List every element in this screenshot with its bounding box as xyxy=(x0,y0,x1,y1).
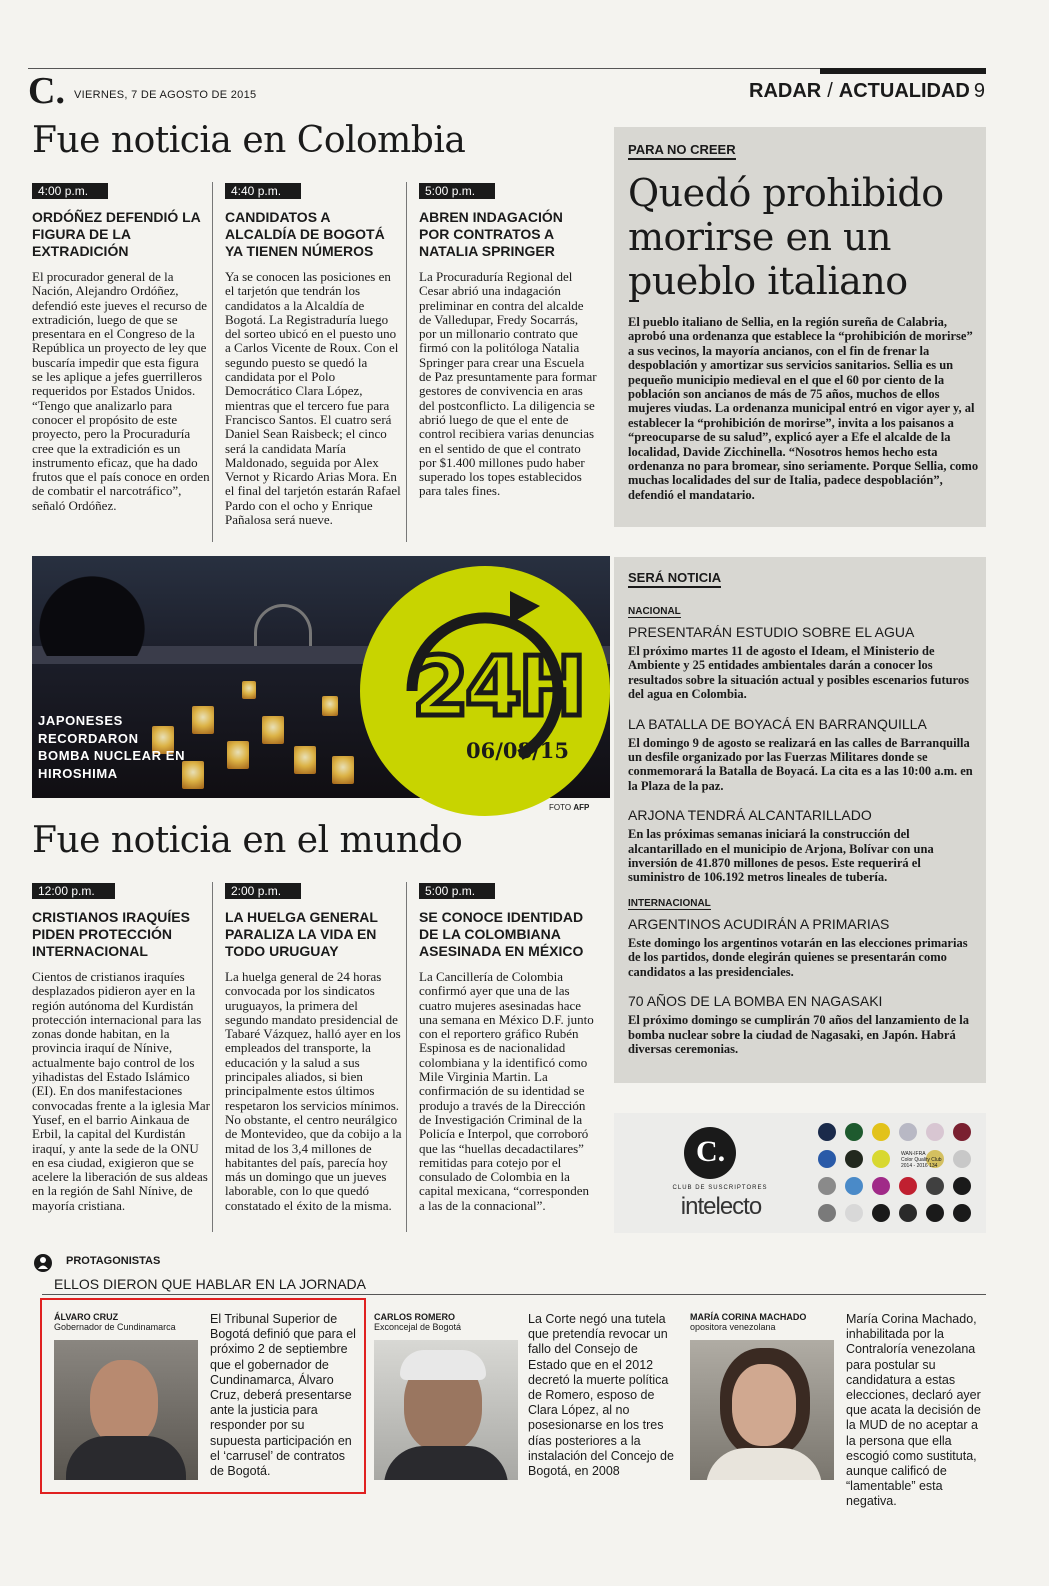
suit xyxy=(384,1446,508,1480)
mundo-story-3 xyxy=(419,882,597,1213)
time-tag: 2:00 p.m. xyxy=(225,883,301,899)
highlight-box xyxy=(40,1298,366,1494)
color-swatch xyxy=(845,1150,863,1168)
color-swatch xyxy=(926,1123,944,1141)
time-tag: 12:00 p.m. xyxy=(32,883,115,899)
club-intelecto-ad xyxy=(614,1113,986,1233)
color-swatch xyxy=(899,1123,917,1141)
column-rule xyxy=(212,182,213,542)
protagonist-name: ÁLVARO CRUZ xyxy=(54,1312,119,1322)
sera-noticia-item xyxy=(628,716,976,794)
protagonist-photo-machado xyxy=(690,1340,834,1480)
protagonistas-kicker: PROTAGONISTAS xyxy=(66,1255,161,1267)
time-tag: 5:00 p.m. xyxy=(419,883,495,899)
internacional-label: INTERNACIONAL xyxy=(628,897,711,909)
story-headline: ORDÓÑEZ DEFENDIÓ LA FIGURA DE LA EXTRADICIÓN xyxy=(32,209,201,259)
mundo-story-1 xyxy=(32,882,210,1213)
color-swatch xyxy=(899,1204,917,1222)
column-rule xyxy=(406,882,407,1232)
section-name: RADAR xyxy=(749,80,822,102)
column-rule xyxy=(212,882,213,1232)
color-swatch xyxy=(872,1177,890,1195)
photo-credit xyxy=(549,803,589,812)
lantern xyxy=(322,696,338,716)
newspaper-logo: C. xyxy=(28,70,65,112)
para-no-creer-kicker: PARA NO CREER xyxy=(628,142,736,160)
nacional-label: NACIONAL xyxy=(628,606,681,617)
time-tag: 4:00 p.m. xyxy=(32,183,108,199)
section-header xyxy=(749,80,985,103)
protagonist-text-romero: La Corte negó una tutela que pretendía revocar un fallo del Consejo de Estado que en el 2012 decretó la muerte política de Romero, esposo de Clara López, al no posesionarse en los tres días posteriores a la instalación del Concejo de Bogotá, en 2008 xyxy=(528,1312,674,1479)
color-swatch xyxy=(953,1123,971,1141)
club-label: CLUB DE SUSCRIPTORES xyxy=(672,1185,768,1191)
mundo-story-2 xyxy=(225,882,403,1213)
color-swatch xyxy=(872,1150,890,1168)
story-headline: SE CONOCE IDENTIDAD DE LA COLOMBIANA ASESINADA EN MÉXICO xyxy=(419,909,584,959)
story-body: La Cancillería de Colombia confirmó ayer que una de las cuatro mujeres asesinadas hace una semana en México D.F. junto con el reportero gráfico Rubén Espinosa es de nacionalidad colombiana y la identificó como Mile Virginia Martin. La confirmación de su identidad se produjo a través de la Dirección de Investigación Criminal de la Policía e Interpol, que corroboró que las “huellas decadactilares” remitidas para cotejo por el consulado de Colombia en la capital mexicana, “corresponden a las de la connacional”. xyxy=(419,969,594,1213)
badge-line: 2014 - 2016 134 xyxy=(901,1163,938,1169)
time-tag: 4:40 p.m. xyxy=(225,183,301,199)
blouse xyxy=(706,1448,822,1480)
para-no-creer-title: Quedó prohibido morirse en un pueblo italiano xyxy=(628,171,944,303)
badge-line: WAN-IFRA xyxy=(901,1151,926,1157)
lantern xyxy=(262,716,284,744)
colombia-heading: Fue noticia en Colombia xyxy=(32,120,466,161)
item-title: 70 AÑOS DE LA BOMBA EN NAGASAKI xyxy=(628,993,883,1010)
story-body: La huelga general de 24 horas convocada por los sindicatos uruguayos, la primera del segundo mandato presidencial de Tabaré Vázquez, halló ayer en los empleados del transporte, la educación y la salud a sus principales aliados, si bien principalmente estos últimos respetaron los servicios mínimos. No obstante, el centro neurálgico de Montevideo, que da cobijo a la mitad de los 3,4 millones de habitantes del país, parecía hoy más un domingo que un jueves laborable, con lo que quedó constatado el éxito de la misma. xyxy=(225,969,402,1213)
protagonist-role: Gobernador de Cundinamarca xyxy=(54,1322,176,1332)
person-icon xyxy=(34,1254,52,1272)
color-swatch xyxy=(899,1177,917,1195)
sera-noticia-kicker: SERÁ NOTICIA xyxy=(628,570,721,588)
color-swatch xyxy=(845,1204,863,1222)
color-swatch xyxy=(926,1204,944,1222)
face xyxy=(732,1364,796,1446)
hair xyxy=(400,1350,486,1380)
colombia-story-1 xyxy=(32,182,210,513)
protagonist-role: opositora venezolana xyxy=(690,1322,776,1332)
column-rule xyxy=(406,182,407,542)
color-swatch xyxy=(818,1123,836,1141)
sera-noticia-item xyxy=(628,916,976,979)
badge-line: Color Quality Club xyxy=(901,1157,942,1163)
color-swatch xyxy=(926,1177,944,1195)
story-body: El procurador general de la Nación, Alejandro Ordóñez, defendió este jueves el recurso de extradición, luego de que se presentara en el Congreso de la República un proyecto de ley que buscaría impedir que esta figura se les aplique a jefes guerrilleros requeridos por Estados Unidos. “Tengo que analizarlo para conocer el propósito de este proyecto, pero la Procuraduría cree que la extradición es un instrumento eficaz, que ha dado frutos que el país conoce en orden de combatir el narcotráfico”, señaló Ordóñez. xyxy=(32,269,210,513)
lantern xyxy=(227,741,249,769)
protagonist-card-machado xyxy=(690,1312,840,1332)
story-body: Ya se conocen las posiciones en el tarjetón que tendrán los candidatos a la Alcaldía de Bogotá. La Registraduría luego del sorteo ubicó en el puesto uno a Carlos Vicente de Roux. Con el segundo puesto se quedó la candidata por el Polo Democrático Clara López, mientras que el tercero fue para Francisco Santos. El cuatro será Daniel Sean Raisbeck; el cinco será la candidata María Maldonado, seguida por Alex Vernot y Ricardo Arias Mora. En el final del tarjetón estarán Rafael Pardo con el ocho y Enrique Pañalosa será nueve. xyxy=(225,269,401,528)
section-separator: / xyxy=(827,80,833,102)
sera-noticia-list xyxy=(628,601,976,1070)
crowd-silhouette xyxy=(32,566,152,656)
lantern xyxy=(242,681,256,699)
story-headline: CRISTIANOS IRAQUÍES PIDEN PROTECCIÓN INTERNACIONAL xyxy=(32,909,190,959)
color-swatch xyxy=(845,1177,863,1195)
issue-date: VIERNES, 7 DE AGOSTO DE 2015 xyxy=(74,89,257,101)
protagonist-role: Exconcejal de Bogotá xyxy=(374,1322,462,1332)
color-swatch xyxy=(953,1204,971,1222)
item-body: Este domingo los argentinos votarán en las elecciones primarias de los partidos, donde elegirán quienes se presentarán como candidatos a las presidenciales. xyxy=(628,935,968,979)
story-headline: ABREN INDAGACIÓN POR CONTRATOS A NATALIA SPRINGER xyxy=(419,209,563,259)
story-body: Cientos de cristianos iraquíes desplazados pidieron ayer en la región autónoma del Kurdistán protección internacional para las zonas donde habitan, en la provincia iraquí de Nínive, actualmente bajo control de los yihadistas del Estado Islámico (EI). En dos manifestaciones convocadas frente a la iglesia Mar Yusef, en el barrio Ainkaua de Erbil, la capital del Kurdistán iraquí, y ante la sede de la ONU en esa ciudad, exigieron que se acelere la liberación de sus aldeas en la región de Sahl Nínive, de mayoría cristiana. xyxy=(32,969,210,1213)
item-title: LA BATALLA DE BOYACÁ EN BARRANQUILLA xyxy=(628,715,927,732)
sera-noticia-box xyxy=(614,557,986,1083)
credit-agency: AFP xyxy=(573,803,590,812)
color-swatch xyxy=(953,1177,971,1195)
24h-badge xyxy=(360,566,610,816)
item-title: ARGENTINOS ACUDIRÁN A PRIMARIAS xyxy=(628,915,890,932)
page-number: 9 xyxy=(973,80,985,102)
color-swatch xyxy=(872,1204,890,1222)
protagonist-name: CARLOS ROMERO xyxy=(374,1312,455,1322)
protagonist-card-romero xyxy=(374,1312,524,1332)
color-swatch xyxy=(818,1177,836,1195)
item-title: ARJONA TENDRÁ ALCANTARILLADO xyxy=(628,807,872,824)
time-tag: 5:00 p.m. xyxy=(419,183,495,199)
sera-noticia-item xyxy=(628,624,976,702)
lantern xyxy=(192,706,214,734)
mundo-heading: Fue noticia en el mundo xyxy=(32,820,463,861)
story-body: La Procuraduría Regional del Cesar abrió una indagación preliminar en contra del alcalde de Valledupar, Fredy Socarrás, por un millonario contrato que firmó con la politóloga Natalia Springer para crear una Escuela de Paz presuntamente para formar gestores de convivencia en aras del postconflicto. La diligencia se abrió luego de que el ente de control recibiera varias denuncias en el sentido de que el contrato por $1.400 millones pudo haber superado los topes establecidos para tales fines. xyxy=(419,269,597,499)
colombia-story-2 xyxy=(225,182,403,527)
color-swatch xyxy=(872,1123,890,1141)
wan-ifra-badge xyxy=(901,1151,971,1169)
item-body: El próximo martes 11 de agosto el Ideam, el Ministerio de Ambiente y 25 entidades ambientales darán a conocer los resultados sobre la situación actual y posibles escenarios futuros del agua en Colombia. xyxy=(628,644,969,702)
protagonist-text-cruz: El Tribunal Superior de Bogotá definió que para el próximo 2 de septiembre que el gobernador de Cundinamarca, Álvaro Cruz, deberá presentarse ante la justicia para responder por su supuesta participación en el ‘carrusel’ de contratos de Bogotá. xyxy=(210,1312,356,1479)
color-swatch xyxy=(818,1150,836,1168)
item-title: PRESENTARÁN ESTUDIO SOBRE EL AGUA xyxy=(628,624,915,640)
protagonistas-rule xyxy=(42,1294,986,1295)
section-bar xyxy=(820,68,986,74)
protagonist-text-machado: María Corina Machado, inhabilitada por la Contraloría venezolana para postular su candidatura a estas elecciones, declaró ayer que acata la decisión de la MUD de no aceptar a la persona que ella escogió como sustituta, aunque calificó de “lamentable” esta negativa. xyxy=(846,1312,981,1509)
protagonist-name: MARÍA CORINA MACHADO xyxy=(690,1312,807,1322)
lantern xyxy=(294,746,316,774)
item-body: El domingo 9 de agosto se realizará en las calles de Barranquilla un desfile organizado por las Fuerzas Militares donde se conmemorará la Batalla de Boyacá. La cita es a las 10:00 a.m. en la Plaza de la paz. xyxy=(628,735,973,793)
protagonistas-subtitle: ELLOS DIERON QUE HABLAR EN LA JORNADA xyxy=(54,1276,366,1292)
protagonist-photo-romero xyxy=(374,1340,518,1480)
story-headline: LA HUELGA GENERAL PARALIZA LA VIDA EN TODO URUGUAY xyxy=(225,909,378,959)
item-body: El próximo domingo se cumplirán 70 años del lanzamiento de la bomba nuclear sobre la ciudad de Nagasaki, en Japón. Habrá diversas ceremonias. xyxy=(628,1013,969,1056)
subsection-name: ACTUALIDAD xyxy=(838,80,970,102)
item-body: En las próximas semanas iniciará la construcción del alcantarillado en el municipio de Arjona, Bolívar con una inversión de 41.870 millones de pesos. Este requerirá el suministro de 106.192 metros lineales de tubería. xyxy=(628,827,934,885)
para-no-creer-box xyxy=(614,127,986,527)
badge-date: 06/08/15 xyxy=(466,738,570,763)
dome-silhouette xyxy=(254,604,312,647)
para-no-creer-body: El pueblo italiano de Sellia, en la región sureña de Calabria, aprobó una ordenanza que establece la “prohibición de morirse” a sus vecinos, la mayoría ancianos, con el fin de frenar la despoblación y amortizar sus servicios sanitarios. Sellia es un pequeño municipio medieval en el que el 60 por ciento de la población son ancianos de más de 75 años, muchos de ellos mujeres viudas. La ordenanza municipal entró en vigor ayer y, al establecer la “prohibición de morirse”, invita a los paisanos a “preocuparse de su salud”, explicó ayer a Efe el alcalde de la localidad, Davide Zicchinella. “Nosotros hemos hecho esta ordenanza no para bromear, sino seriamente. Porque Sellia, como muchas localidades del sur de Italia, padece despoblación”, defendió el mandatario. xyxy=(628,315,979,502)
colombia-story-3 xyxy=(419,182,597,499)
sera-noticia-item xyxy=(628,993,976,1056)
photo-caption: JAPONESES RECORDARON BOMBA NUCLEAR EN HIROSHIMA xyxy=(38,713,186,781)
color-swatch xyxy=(818,1204,836,1222)
story-headline: CANDIDATOS A ALCALDÍA DE BOGOTÁ YA TIENEN NÚMEROS xyxy=(225,209,385,259)
club-logo-letter: C. xyxy=(696,1135,726,1168)
color-swatch xyxy=(845,1123,863,1141)
club-logo xyxy=(672,1125,768,1220)
badge-24h-text: 24H xyxy=(412,640,583,735)
lantern xyxy=(332,756,354,784)
sera-noticia-item xyxy=(628,807,976,885)
credit-prefix: FOTO xyxy=(549,803,572,812)
club-name: intelecto xyxy=(680,1193,762,1220)
